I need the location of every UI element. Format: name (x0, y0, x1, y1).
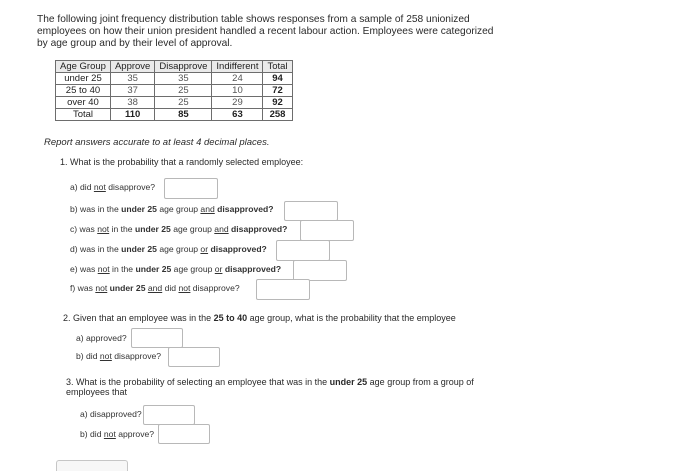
table-cell-total: 110 (110, 109, 154, 121)
row-label: 25 to 40 (56, 85, 111, 97)
column-header: Indifferent (212, 61, 263, 73)
text-segment: not (95, 283, 108, 293)
question-2b-text (76, 351, 161, 361)
answer-2a-input[interactable] (131, 328, 183, 348)
table-cell: 10 (212, 85, 263, 97)
question-3b-text (80, 429, 154, 439)
text-segment: b) was in the (70, 204, 122, 214)
check-answer-button[interactable] (56, 460, 128, 471)
text-segment: disapproved? (222, 264, 282, 274)
table-cell: 35 (155, 73, 212, 85)
text-segment: f) was (70, 283, 96, 293)
text-segment: c) was (70, 224, 98, 234)
table-cell-total: 72 (263, 85, 292, 97)
text-segment: b) did (80, 429, 104, 439)
precision-note: Report answers accurate to at least 4 decimal places. (44, 137, 270, 148)
text-segment: did (162, 283, 179, 293)
text-segment: under 25 (107, 283, 146, 293)
table-cell-total: 63 (212, 109, 263, 121)
table-row (56, 73, 293, 85)
table-cell: 38 (110, 97, 154, 109)
text-segment: not (97, 224, 110, 234)
text-segment: 2. Given that an employee was in the (63, 313, 214, 323)
text-segment: age group (156, 204, 201, 214)
text-segment: not (93, 182, 106, 192)
question-2a-text: a) approved? (76, 333, 127, 343)
table-cell: 24 (212, 73, 263, 85)
column-header: Disapprove (155, 61, 212, 73)
text-segment: disapprove? (190, 283, 240, 293)
row-label: over 40 (56, 97, 111, 109)
text-segment: age group (170, 224, 215, 234)
text-segment: 25 to 40 (213, 313, 248, 323)
question-1b-text (70, 204, 274, 214)
text-segment: e) was (70, 264, 98, 274)
text-segment: age group from a group of employees that (66, 377, 474, 397)
answer-3b-input[interactable] (158, 424, 210, 444)
table-cell: 25 (155, 97, 212, 109)
text-segment: under 25 (329, 377, 368, 387)
text-segment: in the (109, 224, 135, 234)
text-segment: a) did (70, 182, 94, 192)
question-2-prompt (63, 313, 456, 323)
answer-3a-input[interactable] (143, 405, 195, 425)
question-1e-text (70, 264, 281, 274)
answer-2b-input[interactable] (168, 347, 220, 367)
text-segment: disapprove? (111, 351, 162, 361)
table-row (56, 97, 293, 109)
text-segment: or (214, 264, 223, 274)
column-header: Approve (110, 61, 154, 73)
question-3a-text: a) disapproved? (80, 409, 142, 419)
text-segment: disapproved? (214, 204, 274, 214)
text-segment: 3. What is the probability of selecting an employee that was in the (66, 377, 330, 387)
answer-1b-input[interactable] (284, 201, 338, 221)
text-segment: age group, what is the probability that the employee (247, 313, 456, 323)
row-label: Total (56, 109, 111, 121)
table-cell: 29 (212, 97, 263, 109)
text-segment: not (178, 283, 191, 293)
text-segment: and (147, 283, 163, 293)
table-cell: 35 (110, 73, 154, 85)
text-segment: under 25 (121, 244, 157, 254)
text-segment: d) was in the (70, 244, 122, 254)
text-segment: disapproved? (208, 244, 267, 254)
answer-1e-input[interactable] (293, 260, 347, 281)
table-cell: 25 (155, 85, 212, 97)
table-row (56, 85, 293, 97)
text-segment: or (200, 244, 209, 254)
table-cell: 37 (110, 85, 154, 97)
question-1-prompt: 1. What is the probability that a randomly selected employee: (60, 157, 304, 167)
table-cell-total: 258 (263, 109, 292, 121)
question-1a-text (70, 182, 155, 192)
joint-frequency-table (55, 60, 293, 121)
text-segment: age group (156, 244, 201, 254)
question-1c-text (70, 224, 287, 234)
text-segment: b) did (76, 351, 100, 361)
text-segment: under 25 (134, 224, 171, 234)
text-segment: approve? (115, 429, 155, 439)
question-3-prompt (66, 377, 496, 397)
row-label: under 25 (56, 73, 111, 85)
table-row-total (56, 109, 293, 121)
answer-1d-input[interactable] (276, 240, 330, 261)
text-segment: disapproved? (228, 224, 288, 234)
text-segment: and (214, 224, 229, 234)
question-1f-text (70, 283, 240, 293)
column-header: Age Group (56, 61, 111, 73)
text-segment: and (200, 204, 215, 214)
table-cell-total: 85 (155, 109, 212, 121)
table-cell-total: 94 (263, 73, 292, 85)
text-segment: under 25 (135, 264, 172, 274)
text-segment: in the (109, 264, 136, 274)
question-1d-text (70, 244, 267, 254)
text-segment: not (103, 429, 116, 439)
text-segment: not (99, 351, 112, 361)
text-segment: age group (171, 264, 215, 274)
answer-1a-input[interactable] (164, 178, 218, 199)
text-segment: disapprove? (105, 182, 156, 192)
column-header: Total (263, 61, 292, 73)
answer-1c-input[interactable] (300, 220, 354, 241)
text-segment: under 25 (121, 204, 157, 214)
table-cell-total: 92 (263, 97, 292, 109)
intro-text: The following joint frequency distribution table shows responses from a sample of 258 unionized employees on how their union president handled a recent labour action. Employees were categorized by age group and by their level of approval. (37, 14, 494, 49)
text-segment: not (97, 264, 110, 274)
table-header-row (56, 61, 293, 73)
answer-1f-input[interactable] (256, 279, 310, 300)
